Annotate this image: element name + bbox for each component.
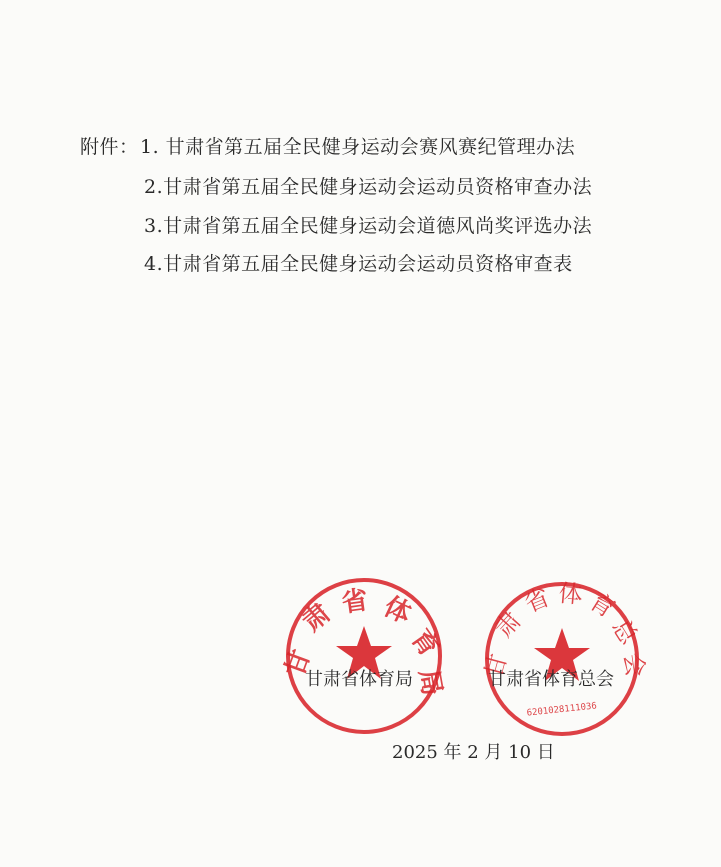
attachment-item-3: 3.甘肃省第五届全民健身运动会道德风尚奖评选办法 xyxy=(144,215,593,237)
attachment-prefix: 附件： xyxy=(80,136,139,158)
issuer-sports-federation: 甘肃省体育总会 xyxy=(488,669,614,690)
svg-text:体: 体 xyxy=(379,591,416,630)
document-date: 2025 年 2 月 10 日 xyxy=(392,742,555,763)
svg-text:总: 总 xyxy=(606,614,644,650)
attachment-item-4: 4.甘肃省第五届全民健身运动会运动员资格审查表 xyxy=(144,253,573,275)
attachment-item-2: 2.甘肃省第五届全民健身运动会运动员资格审查办法 xyxy=(144,176,593,198)
svg-text:肃: 肃 xyxy=(489,606,527,643)
svg-text:育: 育 xyxy=(404,624,445,663)
attachment-item-1: 1. 甘肃省第五届全民健身运动会赛风赛纪管理办法 xyxy=(140,136,576,158)
svg-text:局: 局 xyxy=(412,667,447,699)
svg-text:省: 省 xyxy=(520,583,554,619)
svg-text:体: 体 xyxy=(557,579,584,610)
seal-sports-bureau xyxy=(279,576,447,736)
svg-text:育: 育 xyxy=(584,586,620,624)
seal-sports-federation xyxy=(479,579,650,738)
issuer-sports-bureau: 甘肃省体育局 xyxy=(305,669,413,690)
svg-text:省: 省 xyxy=(339,585,370,619)
svg-text:甘: 甘 xyxy=(479,650,513,682)
svg-text:肃: 肃 xyxy=(297,598,337,638)
svg-text:会: 会 xyxy=(618,651,650,679)
svg-text:甘: 甘 xyxy=(279,645,318,681)
svg-text:6201028111036: 6201028111036 xyxy=(526,701,598,719)
